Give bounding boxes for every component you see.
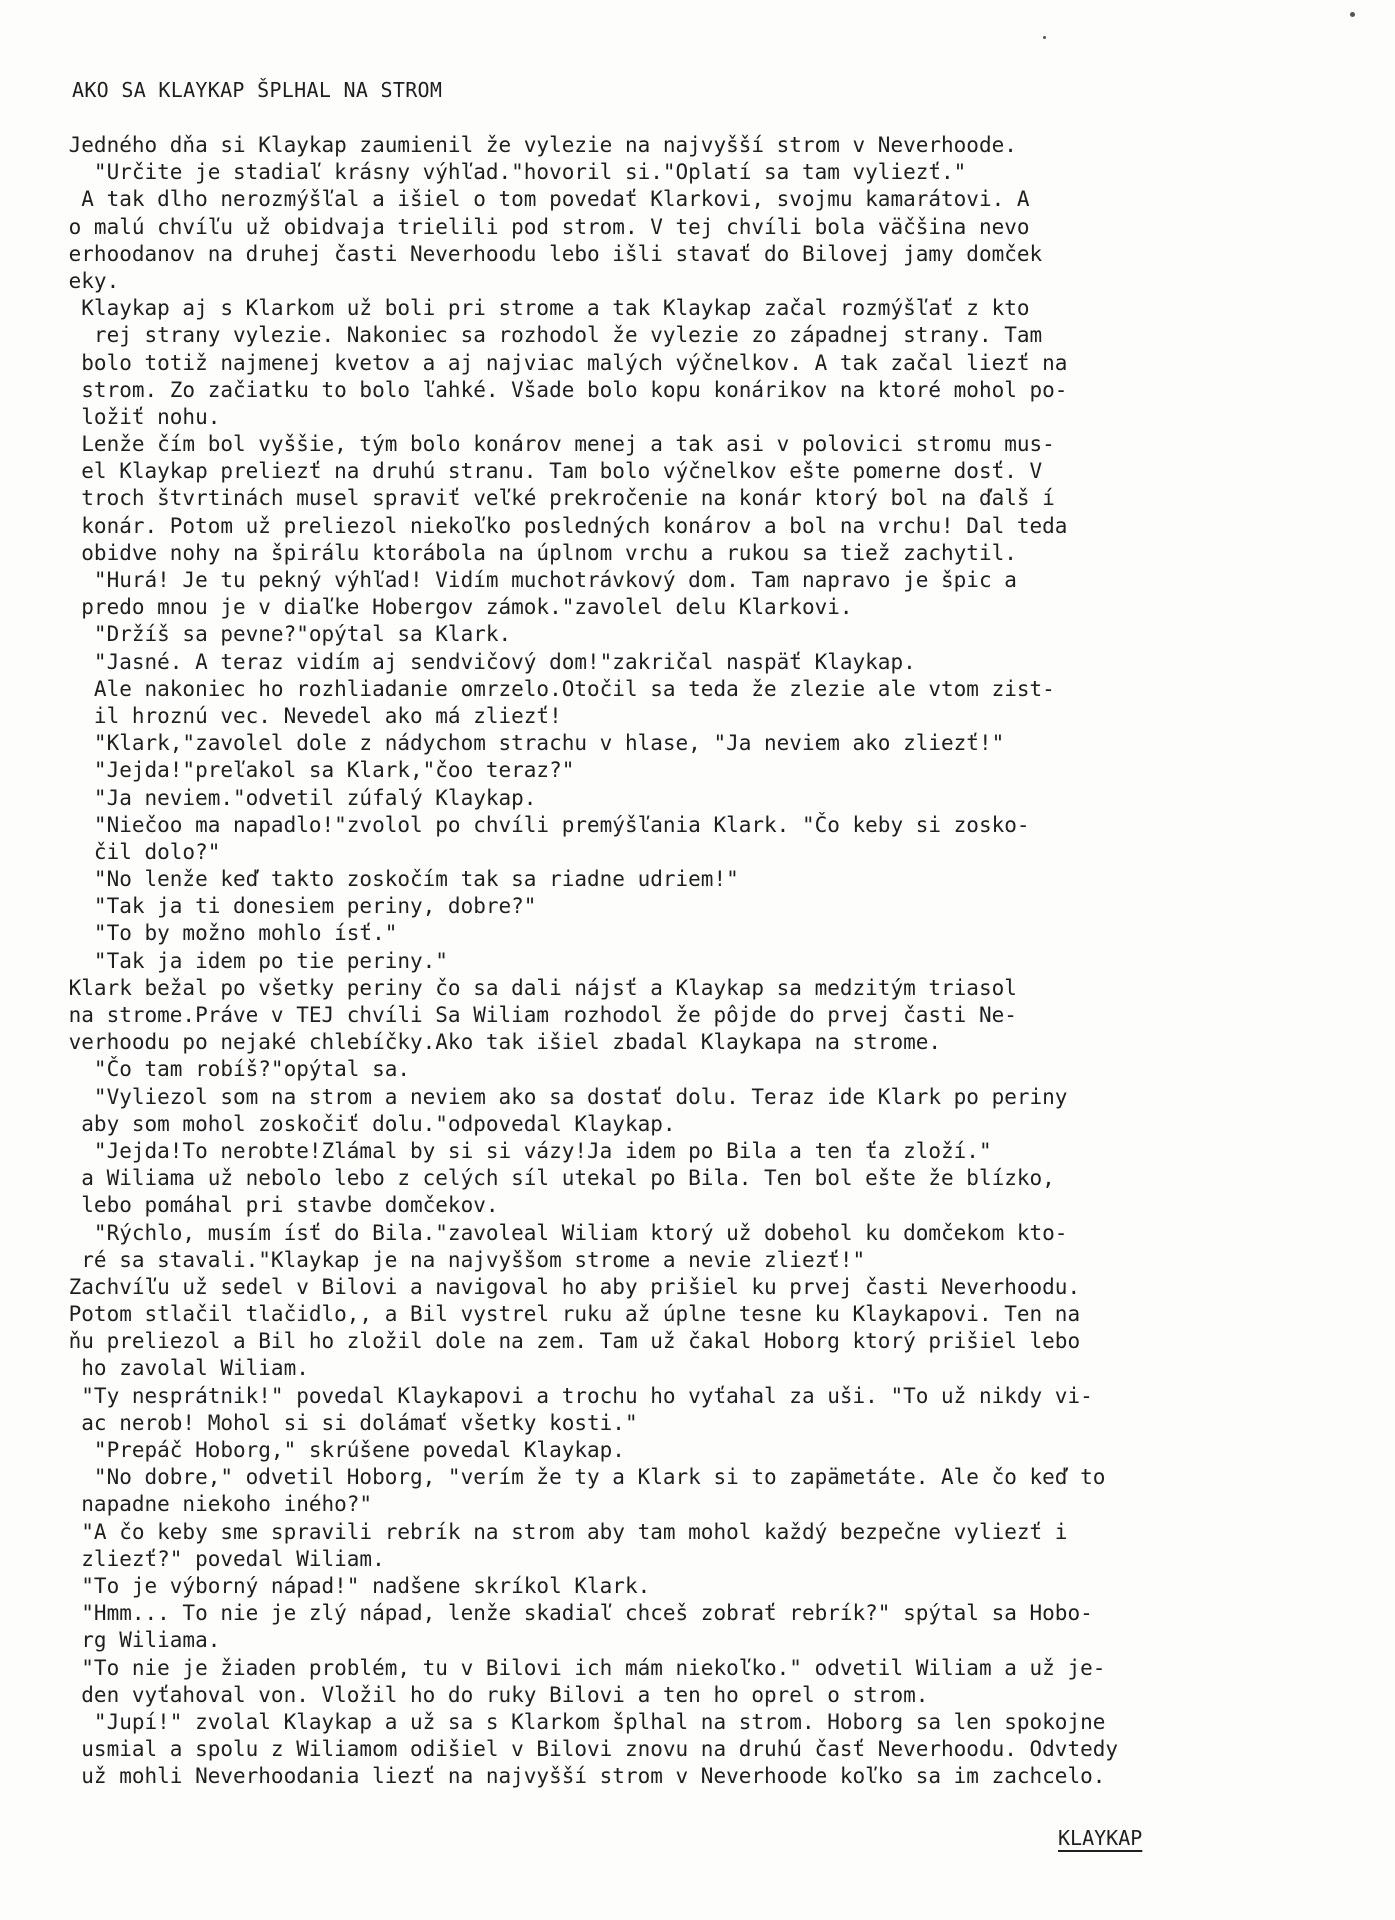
text-line: verhoodu po nejaké chlebíčky.Ako tak išiel zbadal Klaykapa na strome. [56, 1030, 942, 1055]
text-line: ré sa stavali."Klaykap je na najvyššom strome a nevie zliezť!" [56, 1247, 866, 1272]
text-line: zliezť?" povedal Wiliam. [56, 1546, 385, 1571]
text-line: "Tak ja idem po tie periny." [56, 948, 448, 973]
text-line: Potom stlačil tlačidlo,, a Bil vystrel ruku až úplne tesne ku Klaykapovi. Ten na [56, 1302, 1081, 1327]
text-line: "Jejda!To nerobte!Zlámal by si si vázy!Ja idem po Bila a ten ťa zloží." [56, 1138, 992, 1163]
text-line: eky. [56, 268, 120, 293]
text-line: na strome.Práve v TEJ chvíli Sa Wiliam rozhodol že pôjde do prvej časti Ne- [56, 1003, 1017, 1027]
text-line: "Klark,"zavolel dole z nádychom strachu v hlase, "Ja neviem ako zliezť!" [56, 731, 1005, 756]
text-line: Klark bežal po všetky periny čo sa dali nájsť a Klaykap sa medzitým triasol [56, 975, 1017, 1000]
text-line: ložiť nohu. [56, 404, 221, 429]
text-line: "Hmm... To nie je zlý nápad, lenže skadiaľ chceš zobrať rebrík?" spýtal sa Hobo- [56, 1601, 1093, 1626]
document-title: AKO SA KLAYKAP ŠPLHAL NA STROM [72, 78, 443, 102]
text-line: už mohli Neverhoodania liezť na najvyšší strom v Neverhoode koľko sa im zachcelo. [56, 1764, 1106, 1789]
paper-speck [1350, 12, 1355, 17]
text-line: bolo totiž najmenej kvetov a aj najviac malých výčnelkov. A tak začal liezť na [56, 350, 1068, 375]
text-line: Jedného dňa si Klaykap zaumienil že vylezie na najvyšší strom v Neverhoode. [56, 133, 1017, 157]
text-line: rg Wiliama. [56, 1628, 221, 1653]
text-line: Zachvíľu už sedel v Bilovi a navigoval ho aby prišiel ku prvej časti Neverhoodu. [56, 1274, 1081, 1299]
text-line: "To je výborný nápad!" nadšene skríkol Klark. [56, 1573, 651, 1598]
text-line: strom. Zo začiatku to bolo ľahké. Všade bolo kopu konárikov na ktoré mohol po- [56, 377, 1068, 402]
text-line: Klaykap aj s Klarkom už boli pri strome a tak Klaykap začal rozmýšľať z kto [56, 296, 1030, 321]
text-line: a Wiliama už nebolo lebo z celých síl utekal po Bila. Ten bol ešte že blízko, [56, 1166, 1055, 1191]
text-line: "Určite je stadiaľ krásny výhľad."hovoril si."Oplatí sa tam vyliezť." [56, 160, 967, 185]
text-line: den vyťahoval von. Vložil ho do ruky Bilovi a ten ho oprel o strom. [56, 1682, 929, 1707]
text-line: aby som mohol zoskočiť dolu."odpovedal Klaykap. [56, 1111, 676, 1136]
text-line: "Čo tam robíš?"opýtal sa. [56, 1057, 411, 1082]
text-line: "Ty nesprátnik!" povedal Klaykapovi a trochu ho vyťahal za uši. "To už nikdy vi- [56, 1383, 1093, 1408]
text-line: "Hurá! Je tu pekný výhľad! Vidím muchotrávkový dom. Tam napravo je špic a [56, 568, 1017, 592]
text-line: "To by možno mohlo ísť." [56, 921, 398, 946]
text-line: "Niečoo ma napadlo!"zvolol po chvíli premýšľania Klark. "Čo keby si zosko- [56, 812, 1030, 837]
text-line: usmial a spolu z Wiliamom odišiel v Bilovi znovu na druhú časť Neverhoodu. Odvtedy [56, 1737, 1119, 1762]
text-line: erhoodanov na druhej časti Neverhoodu lebo išli stavať do Bilovej jamy domček [56, 241, 1043, 266]
text-line: ac nerob! Mohol si si dolámať všetky kosti." [56, 1410, 638, 1435]
text-line: Ale nakoniec ho rozhliadanie omrzelo.Otočil sa teda že zlezie ale vtom zist- [56, 676, 1055, 701]
text-line: rej strany vylezie. Nakoniec sa rozhodol že vylezie zo západnej strany. Tam [56, 323, 1043, 348]
text-line: "To nie je žiaden problém, tu v Bilovi ich mám niekoľko." odvetil Wiliam a už je- [56, 1655, 1106, 1680]
text-line: "Tak ja ti donesiem periny, dobre?" [56, 894, 537, 919]
text-line: lebo pomáhal pri stavbe domčekov. [56, 1193, 499, 1218]
text-line: ňu preliezol a Bil ho zložil dole na zem. Tam už čakal Hoborg ktorý prišiel lebo [56, 1329, 1081, 1354]
text-line: troch štvrtinách musel spraviť veľké prekročenie na konár ktorý bol na ďalš í [56, 486, 1055, 511]
text-line: o malú chvíľu už obidvaja trielili pod strom. V tej chvíli bola väčšina nevo [56, 214, 1030, 239]
text-line: čil dolo?" [56, 839, 221, 864]
text-line: "Ja neviem."odvetil zúfalý Klaykap. [56, 785, 537, 810]
text-line: "No lenže keď takto zoskočím tak sa riadne udriem!" [56, 867, 739, 892]
text-line: "Držíš sa pevne?"opýtal sa Klark. [56, 622, 512, 647]
text-line: el Klaykap preliezť na druhú stranu. Tam bolo výčnelkov ešte pomerne dosť. V [56, 459, 1043, 484]
text-line: ho zavolal Wiliam. [56, 1356, 309, 1381]
text-line: "No dobre," odvetil Hoborg, "verím že ty a Klark si to zapämetáte. Ale čo keď to [56, 1465, 1106, 1490]
text-line: konár. Potom už preliezol niekoľko posledných konárov a bol na vrchu! Dal teda [56, 513, 1068, 538]
text-line: "Vyliezol som na strom a neviem ako sa dostať dolu. Teraz ide Klark po periny [56, 1084, 1068, 1109]
paper-speck [1043, 36, 1046, 39]
text-line: "Rýchlo, musím ísť do Bila."zavoleal Wiliam ktorý už dobehol ku domčekom kto- [56, 1220, 1068, 1245]
document-body [56, 132, 1316, 1790]
text-line: il hroznú vec. Nevedel ako má zliezť! [56, 703, 562, 728]
text-line: "Jupí!" zvolal Klaykap a už sa s Klarkom šplhal na strom. Hoborg sa len spokojne [56, 1709, 1106, 1734]
text-line: "A čo keby sme spravili rebrík na strom aby tam mohol každý bezpečne vyliezť i [56, 1519, 1068, 1544]
text-line: obidve nohy na špirálu ktorábola na úplnom vrchu a rukou sa tiež zachytil. [56, 540, 1017, 565]
text-line: Lenže čím bol vyššie, tým bolo konárov menej a tak asi v polovici stromu mus- [56, 432, 1055, 457]
text-line: A tak dlho nerozmýšľal a išiel o tom povedať Klarkovi, svojmu kamarátovi. A [56, 187, 1030, 212]
text-line: "Prepáč Hoborg," skrúšene povedal Klaykap. [56, 1438, 625, 1462]
text-line: napadne niekoho iného?" [56, 1492, 373, 1517]
text-line: predo mnou je v diaľke Hobergov zámok."zavolel delu Klarkovi. [56, 595, 853, 620]
text-line: "Jasné. A teraz vidím aj sendvičový dom!"zakričal naspäť Klaykap. [56, 649, 916, 674]
text-line: "Jejda!"preľakol sa Klark,"čoo teraz?" [56, 758, 575, 783]
author-signature: KLAYKAP [1058, 1826, 1143, 1850]
